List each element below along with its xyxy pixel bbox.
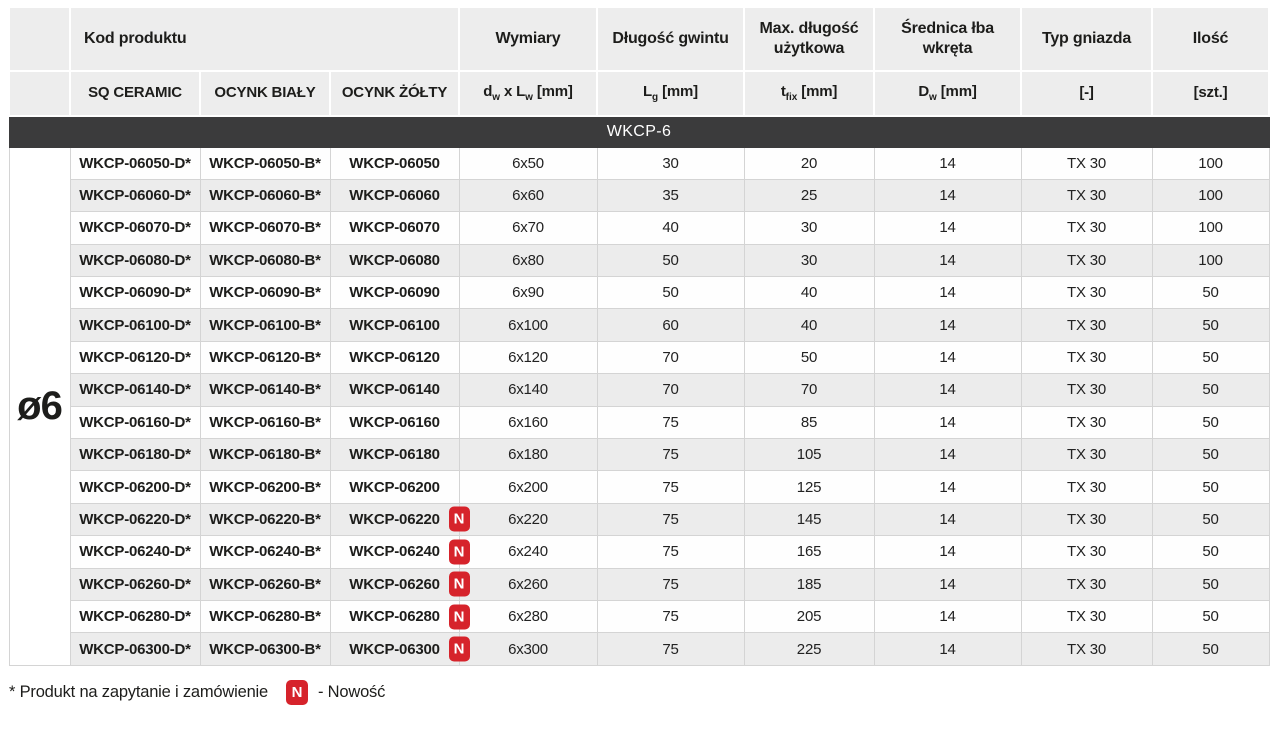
head-diameter-cell: 14 xyxy=(874,600,1021,632)
code-ocynk-zolty-label: WKCP-06200 xyxy=(349,478,440,496)
table-row xyxy=(9,244,1269,276)
table-row xyxy=(9,600,1269,632)
thread-length-cell: 35 xyxy=(597,179,744,211)
new-product-badge: N xyxy=(449,572,470,597)
quantity-cell: 50 xyxy=(1152,406,1269,438)
socket-type-cell: TX 30 xyxy=(1021,244,1152,276)
code-ocynk-zolty-cell xyxy=(330,471,459,503)
head-diameter-cell: 14 xyxy=(874,277,1021,309)
dimensions-cell: 6x220 xyxy=(459,503,597,535)
quantity-cell: 50 xyxy=(1152,309,1269,341)
code-ocynk-zolty-cell xyxy=(330,147,459,179)
quantity-cell: 100 xyxy=(1152,179,1269,211)
thread-length-cell: 75 xyxy=(597,568,744,600)
thread-length-cell: 75 xyxy=(597,406,744,438)
max-usable-length-cell: 20 xyxy=(744,147,874,179)
code-sq-ceramic-cell: WKCP-06080-D* xyxy=(70,244,200,276)
socket-type-cell: TX 30 xyxy=(1021,179,1152,211)
head-diameter-cell: 14 xyxy=(874,374,1021,406)
max-usable-length-cell: 40 xyxy=(744,309,874,341)
table-row xyxy=(9,309,1269,341)
code-sq-ceramic-cell: WKCP-06260-D* xyxy=(70,568,200,600)
head-diameter-cell: 14 xyxy=(874,147,1021,179)
col-dimensions-unit: $d_w$ x $L_w$ [mm] xyxy=(459,71,597,116)
code-ocynk-bialy-cell: WKCP-06050-B* xyxy=(200,147,330,179)
code-ocynk-zolty-label: WKCP-06140 xyxy=(349,381,440,399)
dimensions-cell: 6x180 xyxy=(459,439,597,471)
col-head-diameter-unit: $D_w$ [mm] xyxy=(874,71,1021,116)
code-ocynk-zolty-cell xyxy=(330,568,465,600)
code-ocynk-zolty-label: WKCP-06160 xyxy=(349,413,440,431)
code-ocynk-bialy-cell: WKCP-06140-B* xyxy=(200,374,330,406)
code-ocynk-bialy-cell: WKCP-06120-B* xyxy=(200,341,330,373)
code-ocynk-zolty-cell xyxy=(330,244,459,276)
code-ocynk-zolty-cell xyxy=(330,309,459,341)
code-ocynk-zolty-label: WKCP-06280 xyxy=(349,608,440,626)
socket-type-cell: TX 30 xyxy=(1021,309,1152,341)
head-diameter-cell: 14 xyxy=(874,244,1021,276)
dimensions-cell: 6x60 xyxy=(459,179,597,211)
thread-length-cell: 75 xyxy=(597,633,744,665)
code-ocynk-zolty-cell xyxy=(330,503,465,535)
max-usable-length-cell: 105 xyxy=(744,439,874,471)
max-usable-length-cell: 50 xyxy=(744,341,874,373)
code-ocynk-zolty-cell xyxy=(330,406,459,438)
code-ocynk-zolty-label: WKCP-06060 xyxy=(349,187,440,205)
socket-type-cell: TX 30 xyxy=(1021,568,1152,600)
new-badge-legend-label: - Nowość xyxy=(317,682,386,701)
table-row xyxy=(9,406,1269,438)
thread-length-cell: 70 xyxy=(597,374,744,406)
quantity-cell: 50 xyxy=(1152,633,1269,665)
code-ocynk-zolty-label: WKCP-06050 xyxy=(349,154,440,172)
thread-length-cell: 40 xyxy=(597,212,744,244)
code-sq-ceramic-cell: WKCP-06140-D* xyxy=(70,374,200,406)
table-row xyxy=(9,536,1269,568)
socket-type-cell: TX 30 xyxy=(1021,600,1152,632)
quantity-cell: 50 xyxy=(1152,277,1269,309)
max-usable-length-cell: 125 xyxy=(744,471,874,503)
group-banner-row xyxy=(9,116,1269,147)
code-ocynk-zolty-cell xyxy=(330,536,465,568)
code-sq-ceramic-cell: WKCP-06070-D* xyxy=(70,212,200,244)
code-sq-ceramic-cell: WKCP-06220-D* xyxy=(70,503,200,535)
code-sq-ceramic-cell: WKCP-06120-D* xyxy=(70,341,200,373)
code-ocynk-zolty-label: WKCP-06300 xyxy=(349,640,440,658)
table-row xyxy=(9,179,1269,211)
code-ocynk-bialy-cell: WKCP-06160-B* xyxy=(200,406,330,438)
col-sq-ceramic: SQ CERAMIC xyxy=(70,71,200,116)
max-usable-length-cell: 145 xyxy=(744,503,874,535)
thread-length-cell: 75 xyxy=(597,536,744,568)
socket-type-cell: TX 30 xyxy=(1021,439,1152,471)
head-diameter-cell: 14 xyxy=(874,179,1021,211)
dimensions-cell: 6x90 xyxy=(459,277,597,309)
code-ocynk-zolty-cell xyxy=(330,179,459,211)
dimensions-cell: 6x120 xyxy=(459,341,597,373)
head-diameter-cell: 14 xyxy=(874,633,1021,665)
code-ocynk-zolty-cell xyxy=(330,374,459,406)
thread-length-cell: 75 xyxy=(597,439,744,471)
quantity-cell: 50 xyxy=(1152,600,1269,632)
thread-length-cell: 75 xyxy=(597,471,744,503)
max-usable-length-cell: 30 xyxy=(744,212,874,244)
quantity-cell: 50 xyxy=(1152,471,1269,503)
socket-type-cell: TX 30 xyxy=(1021,536,1152,568)
socket-type-cell: TX 30 xyxy=(1021,374,1152,406)
code-ocynk-zolty-cell xyxy=(330,633,465,665)
head-diameter-cell: 14 xyxy=(874,439,1021,471)
col-socket-type-unit: [-] xyxy=(1021,71,1152,116)
thread-length-cell: 30 xyxy=(597,147,744,179)
code-ocynk-zolty-label: WKCP-06100 xyxy=(349,316,440,334)
max-usable-length-cell: 40 xyxy=(744,277,874,309)
code-ocynk-bialy-cell: WKCP-06070-B* xyxy=(200,212,330,244)
dimensions-cell: 6x100 xyxy=(459,309,597,341)
col-max-usable-length-unit: $t_{fix}$ [mm] xyxy=(744,71,874,116)
dimensions-cell: 6x140 xyxy=(459,374,597,406)
quantity-cell: 100 xyxy=(1152,244,1269,276)
table-row xyxy=(9,147,1269,179)
table-row xyxy=(9,341,1269,373)
new-badge-legend-icon: N xyxy=(286,680,308,705)
head-diameter-cell: 14 xyxy=(874,212,1021,244)
code-ocynk-zolty-cell xyxy=(330,277,459,309)
code-ocynk-bialy-cell: WKCP-06060-B* xyxy=(200,179,330,211)
max-usable-length-cell: 70 xyxy=(744,374,874,406)
table-row xyxy=(9,503,1269,535)
code-sq-ceramic-cell: WKCP-06180-D* xyxy=(70,439,200,471)
head-diameter-cell: 14 xyxy=(874,503,1021,535)
code-ocynk-bialy-cell: WKCP-06200-B* xyxy=(200,471,330,503)
quantity-cell: 100 xyxy=(1152,212,1269,244)
code-ocynk-zolty-label: WKCP-06090 xyxy=(349,284,440,302)
col-ocynk-zolty: OCYNK ŻÓŁTY xyxy=(330,71,459,116)
dimensions-cell: 6x240 xyxy=(459,536,597,568)
dimensions-cell: 6x70 xyxy=(459,212,597,244)
col-product-code: Kod produktu xyxy=(70,7,459,71)
dimensions-cell: 6x50 xyxy=(459,147,597,179)
code-ocynk-zolty-label: WKCP-06080 xyxy=(349,251,440,269)
code-ocynk-zolty-label: WKCP-06220 xyxy=(349,510,440,528)
col-head-diameter: Średnica łba wkręta xyxy=(874,7,1021,71)
col-dimensions: Wymiary xyxy=(459,7,597,71)
table-row xyxy=(9,374,1269,406)
head-diameter-cell: 14 xyxy=(874,309,1021,341)
socket-type-cell: TX 30 xyxy=(1021,277,1152,309)
code-ocynk-bialy-cell: WKCP-06220-B* xyxy=(200,503,330,535)
thread-length-cell: 50 xyxy=(597,244,744,276)
new-product-badge: N xyxy=(449,539,470,564)
table-row xyxy=(9,212,1269,244)
code-ocynk-bialy-cell: WKCP-06090-B* xyxy=(200,277,330,309)
head-diameter-cell: 14 xyxy=(874,568,1021,600)
product-table xyxy=(8,6,1270,666)
quantity-cell: 50 xyxy=(1152,568,1269,600)
code-ocynk-zolty-cell xyxy=(330,212,459,244)
footnote xyxy=(9,680,1268,705)
max-usable-length-cell: 25 xyxy=(744,179,874,211)
socket-type-cell: TX 30 xyxy=(1021,341,1152,373)
code-ocynk-zolty-cell xyxy=(330,600,465,632)
dimensions-cell: 6x300 xyxy=(459,633,597,665)
socket-type-cell: TX 30 xyxy=(1021,212,1152,244)
socket-type-cell: TX 30 xyxy=(1021,471,1152,503)
code-sq-ceramic-cell: WKCP-06050-D* xyxy=(70,147,200,179)
code-ocynk-bialy-cell: WKCP-06280-B* xyxy=(200,600,330,632)
code-ocynk-bialy-cell: WKCP-06260-B* xyxy=(200,568,330,600)
thread-length-cell: 75 xyxy=(597,600,744,632)
col-max-usable-length: Max. długość użytkowa xyxy=(744,7,874,71)
new-product-badge: N xyxy=(449,604,470,629)
max-usable-length-cell: 205 xyxy=(744,600,874,632)
thread-length-cell: 75 xyxy=(597,503,744,535)
col-thread-length: Długość gwintu xyxy=(597,7,744,71)
socket-type-cell: TX 30 xyxy=(1021,406,1152,438)
code-sq-ceramic-cell: WKCP-06280-D* xyxy=(70,600,200,632)
max-usable-length-cell: 30 xyxy=(744,244,874,276)
col-quantity: Ilość xyxy=(1152,7,1269,71)
code-sq-ceramic-cell: WKCP-06090-D* xyxy=(70,277,200,309)
thread-length-cell: 70 xyxy=(597,341,744,373)
code-ocynk-zolty-label: WKCP-06180 xyxy=(349,446,440,464)
code-ocynk-bialy-cell: WKCP-06300-B* xyxy=(200,633,330,665)
col-socket-type: Typ gniazda xyxy=(1021,7,1152,71)
table-row xyxy=(9,471,1269,503)
table-row xyxy=(9,633,1269,665)
header-row-sub xyxy=(9,71,1269,116)
diameter-group-label: ø6 xyxy=(9,147,70,665)
table-row xyxy=(9,439,1269,471)
socket-type-cell: TX 30 xyxy=(1021,147,1152,179)
code-ocynk-zolty-label: WKCP-06260 xyxy=(349,575,440,593)
dimensions-cell: 6x160 xyxy=(459,406,597,438)
code-ocynk-zolty-label: WKCP-06070 xyxy=(349,219,440,237)
header-spacer-cell xyxy=(9,7,70,71)
head-diameter-cell: 14 xyxy=(874,406,1021,438)
dimensions-cell: 6x80 xyxy=(459,244,597,276)
quantity-cell: 100 xyxy=(1152,147,1269,179)
quantity-cell: 50 xyxy=(1152,439,1269,471)
header-spacer-cell xyxy=(9,71,70,116)
new-product-badge: N xyxy=(449,637,470,662)
code-sq-ceramic-cell: WKCP-06060-D* xyxy=(70,179,200,211)
thread-length-cell: 60 xyxy=(597,309,744,341)
code-ocynk-bialy-cell: WKCP-06240-B* xyxy=(200,536,330,568)
socket-type-cell: TX 30 xyxy=(1021,503,1152,535)
code-ocynk-zolty-cell xyxy=(330,439,459,471)
quantity-cell: 50 xyxy=(1152,341,1269,373)
code-ocynk-zolty-label: WKCP-06120 xyxy=(349,349,440,367)
head-diameter-cell: 14 xyxy=(874,341,1021,373)
dimensions-cell: 6x260 xyxy=(459,568,597,600)
col-thread-length-unit: $L_g$ [mm] xyxy=(597,71,744,116)
code-ocynk-bialy-cell: WKCP-06080-B* xyxy=(200,244,330,276)
thread-length-cell: 50 xyxy=(597,277,744,309)
col-quantity-unit: [szt.] xyxy=(1152,71,1269,116)
code-ocynk-zolty-cell xyxy=(330,341,459,373)
socket-type-cell: TX 30 xyxy=(1021,633,1152,665)
new-product-badge: N xyxy=(449,507,470,532)
max-usable-length-cell: 165 xyxy=(744,536,874,568)
footnote-text: * Produkt na zapytanie i zamówienie xyxy=(9,682,268,701)
code-ocynk-bialy-cell: WKCP-06100-B* xyxy=(200,309,330,341)
header-row-main xyxy=(9,7,1269,71)
quantity-cell: 50 xyxy=(1152,536,1269,568)
code-ocynk-bialy-cell: WKCP-06180-B* xyxy=(200,439,330,471)
code-sq-ceramic-cell: WKCP-06200-D* xyxy=(70,471,200,503)
head-diameter-cell: 14 xyxy=(874,471,1021,503)
code-sq-ceramic-cell: WKCP-06300-D* xyxy=(70,633,200,665)
table-row xyxy=(9,568,1269,600)
max-usable-length-cell: 225 xyxy=(744,633,874,665)
code-sq-ceramic-cell: WKCP-06160-D* xyxy=(70,406,200,438)
code-sq-ceramic-cell: WKCP-06240-D* xyxy=(70,536,200,568)
max-usable-length-cell: 185 xyxy=(744,568,874,600)
group-banner: WKCP-6 xyxy=(9,116,1269,147)
head-diameter-cell: 14 xyxy=(874,536,1021,568)
dimensions-cell: 6x280 xyxy=(459,600,597,632)
quantity-cell: 50 xyxy=(1152,503,1269,535)
max-usable-length-cell: 85 xyxy=(744,406,874,438)
col-ocynk-bialy: OCYNK BIAŁY xyxy=(200,71,330,116)
code-ocynk-zolty-label: WKCP-06240 xyxy=(349,543,440,561)
dimensions-cell: 6x200 xyxy=(459,471,597,503)
quantity-cell: 50 xyxy=(1152,374,1269,406)
code-sq-ceramic-cell: WKCP-06100-D* xyxy=(70,309,200,341)
table-row xyxy=(9,277,1269,309)
